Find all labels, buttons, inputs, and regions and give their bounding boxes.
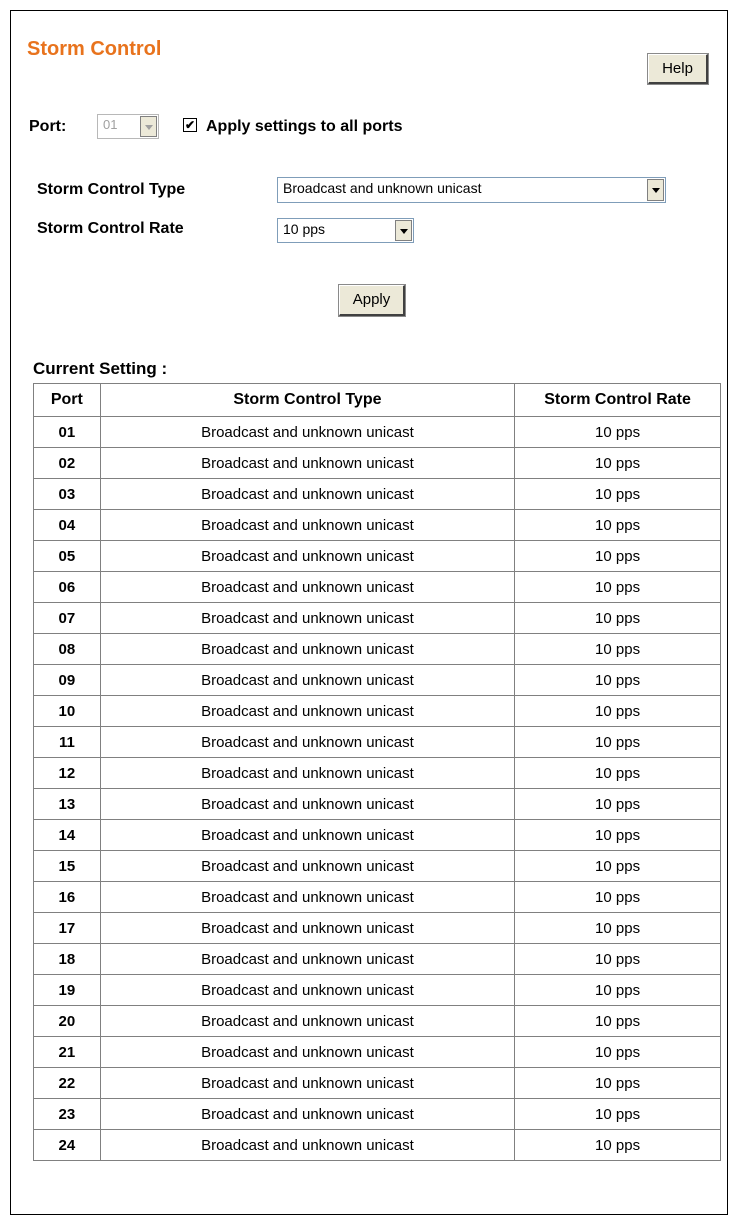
cell-type: Broadcast and unknown unicast (100, 479, 514, 510)
cell-rate: 10 pps (515, 1068, 721, 1099)
cell-type: Broadcast and unknown unicast (100, 603, 514, 634)
cell-port: 14 (34, 820, 101, 851)
cell-rate: 10 pps (515, 696, 721, 727)
cell-rate: 10 pps (515, 1099, 721, 1130)
page-title: Storm Control (27, 38, 162, 60)
cell-type: Broadcast and unknown unicast (100, 665, 514, 696)
cell-type: Broadcast and unknown unicast (100, 820, 514, 851)
table-row (34, 1130, 721, 1161)
table-row (34, 758, 721, 789)
cell-port: 21 (34, 1037, 101, 1068)
cell-rate: 10 pps (515, 789, 721, 820)
cell-type: Broadcast and unknown unicast (100, 510, 514, 541)
cell-type: Broadcast and unknown unicast (100, 1099, 514, 1130)
cell-port: 15 (34, 851, 101, 882)
table-row (34, 789, 721, 820)
table-row (34, 1068, 721, 1099)
table-row (34, 603, 721, 634)
storm-control-rate-value: 10 pps (283, 221, 326, 237)
cell-type: Broadcast and unknown unicast (100, 1130, 514, 1161)
cell-port: 17 (34, 913, 101, 944)
cell-rate: 10 pps (515, 448, 721, 479)
cell-type: Broadcast and unknown unicast (100, 913, 514, 944)
apply-all-ports-label: Apply settings to all ports (206, 118, 403, 135)
cell-port: 16 (34, 882, 101, 913)
cell-port: 18 (34, 944, 101, 975)
chevron-down-icon (395, 220, 412, 241)
table-row (34, 479, 721, 510)
cell-port: 13 (34, 789, 101, 820)
table-row (34, 1037, 721, 1068)
table-row (34, 1006, 721, 1037)
cell-rate: 10 pps (515, 510, 721, 541)
table-row (34, 944, 721, 975)
port-select[interactable] (97, 114, 159, 139)
cell-type: Broadcast and unknown unicast (100, 882, 514, 913)
column-header-type: Storm Control Type (100, 384, 514, 417)
cell-rate: 10 pps (515, 913, 721, 944)
cell-port: 02 (34, 448, 101, 479)
cell-type: Broadcast and unknown unicast (100, 1037, 514, 1068)
cell-rate: 10 pps (515, 479, 721, 510)
storm-control-rate-label: Storm Control Rate (37, 220, 184, 237)
chevron-down-icon (647, 179, 664, 201)
cell-port: 05 (34, 541, 101, 572)
table-row (34, 1099, 721, 1130)
cell-rate: 10 pps (515, 572, 721, 603)
storm-control-type-label: Storm Control Type (37, 181, 186, 198)
cell-type: Broadcast and unknown unicast (100, 758, 514, 789)
cell-rate: 10 pps (515, 851, 721, 882)
cell-port: 20 (34, 1006, 101, 1037)
cell-port: 24 (34, 1130, 101, 1161)
cell-type: Broadcast and unknown unicast (100, 1006, 514, 1037)
port-select-value: 01 (103, 117, 118, 132)
table-row (34, 913, 721, 944)
help-button[interactable]: Help (648, 54, 708, 84)
table-row (34, 727, 721, 758)
table-row (34, 665, 721, 696)
cell-rate: 10 pps (515, 882, 721, 913)
cell-type: Broadcast and unknown unicast (100, 975, 514, 1006)
cell-port: 19 (34, 975, 101, 1006)
cell-type: Broadcast and unknown unicast (100, 417, 514, 448)
cell-rate: 10 pps (515, 417, 721, 448)
cell-type: Broadcast and unknown unicast (100, 1068, 514, 1099)
cell-rate: 10 pps (515, 944, 721, 975)
cell-type: Broadcast and unknown unicast (100, 696, 514, 727)
cell-rate: 10 pps (515, 665, 721, 696)
cell-type: Broadcast and unknown unicast (100, 572, 514, 603)
cell-rate: 10 pps (515, 1006, 721, 1037)
cell-rate: 10 pps (515, 541, 721, 572)
table-row (34, 882, 721, 913)
column-header-port: Port (34, 384, 101, 417)
cell-rate: 10 pps (515, 758, 721, 789)
cell-type: Broadcast and unknown unicast (100, 448, 514, 479)
cell-rate: 10 pps (515, 727, 721, 758)
cell-port: 09 (34, 665, 101, 696)
cell-rate: 10 pps (515, 1037, 721, 1068)
cell-port: 11 (34, 727, 101, 758)
cell-port: 03 (34, 479, 101, 510)
current-setting-table (33, 383, 721, 1161)
cell-rate: 10 pps (515, 634, 721, 665)
chevron-down-icon (140, 116, 157, 137)
table-row (34, 417, 721, 448)
cell-rate: 10 pps (515, 1130, 721, 1161)
column-header-rate: Storm Control Rate (515, 384, 721, 417)
table-row (34, 975, 721, 1006)
apply-all-ports-checkbox[interactable]: ✔ (184, 118, 196, 132)
cell-type: Broadcast and unknown unicast (100, 789, 514, 820)
cell-type: Broadcast and unknown unicast (100, 944, 514, 975)
cell-port: 10 (34, 696, 101, 727)
cell-rate: 10 pps (515, 603, 721, 634)
apply-button[interactable]: Apply (339, 285, 405, 316)
table-row (34, 510, 721, 541)
cell-type: Broadcast and unknown unicast (100, 727, 514, 758)
cell-port: 08 (34, 634, 101, 665)
current-setting-label: Current Setting : (33, 359, 168, 378)
cell-port: 07 (34, 603, 101, 634)
cell-port: 12 (34, 758, 101, 789)
storm-control-type-select[interactable] (277, 177, 666, 203)
table-row (34, 541, 721, 572)
table-row (34, 572, 721, 603)
cell-port: 01 (34, 417, 101, 448)
table-row (34, 696, 721, 727)
table-row (34, 820, 721, 851)
cell-port: 06 (34, 572, 101, 603)
table-row (34, 851, 721, 882)
cell-port: 22 (34, 1068, 101, 1099)
cell-rate: 10 pps (515, 820, 721, 851)
table-row (34, 634, 721, 665)
cell-type: Broadcast and unknown unicast (100, 541, 514, 572)
table-row (34, 448, 721, 479)
storm-control-rate-select[interactable] (277, 218, 414, 243)
cell-port: 04 (34, 510, 101, 541)
cell-rate: 10 pps (515, 975, 721, 1006)
cell-type: Broadcast and unknown unicast (100, 634, 514, 665)
storm-control-type-value: Broadcast and unknown unicast (283, 180, 482, 196)
port-label: Port: (29, 118, 67, 135)
table-header-row (34, 384, 721, 417)
cell-type: Broadcast and unknown unicast (100, 851, 514, 882)
cell-port: 23 (34, 1099, 101, 1130)
